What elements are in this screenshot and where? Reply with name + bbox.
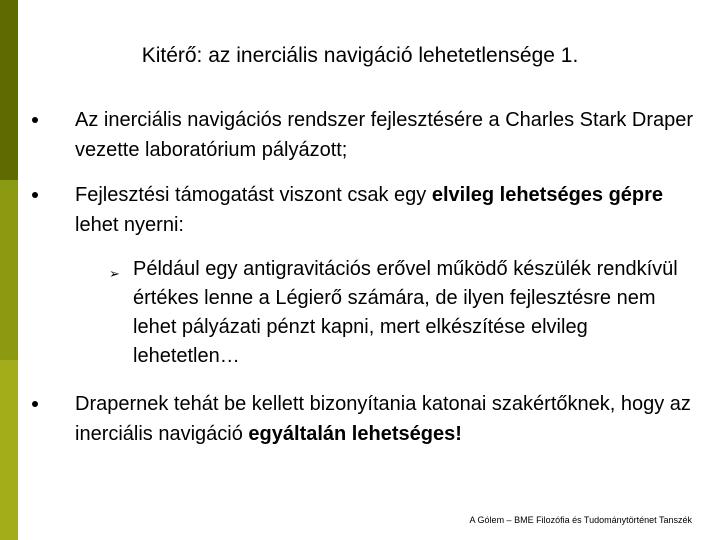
bullet-dot-icon (32, 192, 38, 198)
bullet-dot-icon (32, 401, 38, 407)
bullet-item-2 (75, 180, 695, 240)
bullet-3-text-bold: egyáltalán lehetséges! (248, 423, 462, 445)
bullet-item-1 (75, 105, 695, 165)
bullet-3-text-pre: Drapernek tehát be kellett bizonyítania katonai szakértőknek, hogy az inerciális navigáció (75, 393, 691, 445)
sub-bullet-1-text: Például egy antigravitációs erővel működő készülék rendkívül értékes lenne a Légierő számára, de ilyen fejlesztésre nem lehet pályázati pénzt kapni, mert elkészítése elvileg lehetetlen… (133, 258, 678, 367)
bullet-dot-icon (32, 117, 38, 123)
sub-bullet-item-1 (109, 255, 693, 371)
slide-title: Kitérő: az inerciális navigáció lehetetlensége 1. (141, 44, 579, 67)
bullet-2-text-bold: elvileg lehetséges gépre (431, 184, 664, 206)
left-accent-band-middle (0, 180, 18, 360)
arrow-bullet-icon: ➢ (109, 266, 120, 281)
slide-footer: A Gólem – BME Filozófia és Tudománytörténet Tanszék (469, 515, 692, 525)
left-accent-band-bottom (0, 360, 18, 540)
bullet-2-text-post: lehet nyerni: (75, 214, 184, 236)
bullet-1-text: Az inerciális navigációs rendszer fejlesztésére a Charles Stark Draper vezette laboratórium pályázott; (75, 109, 694, 161)
bullet-item-3 (75, 389, 695, 449)
bullet-2-text-pre: Fejlesztési támogatást viszont csak egy (75, 184, 432, 206)
left-accent-band-top (0, 0, 18, 180)
